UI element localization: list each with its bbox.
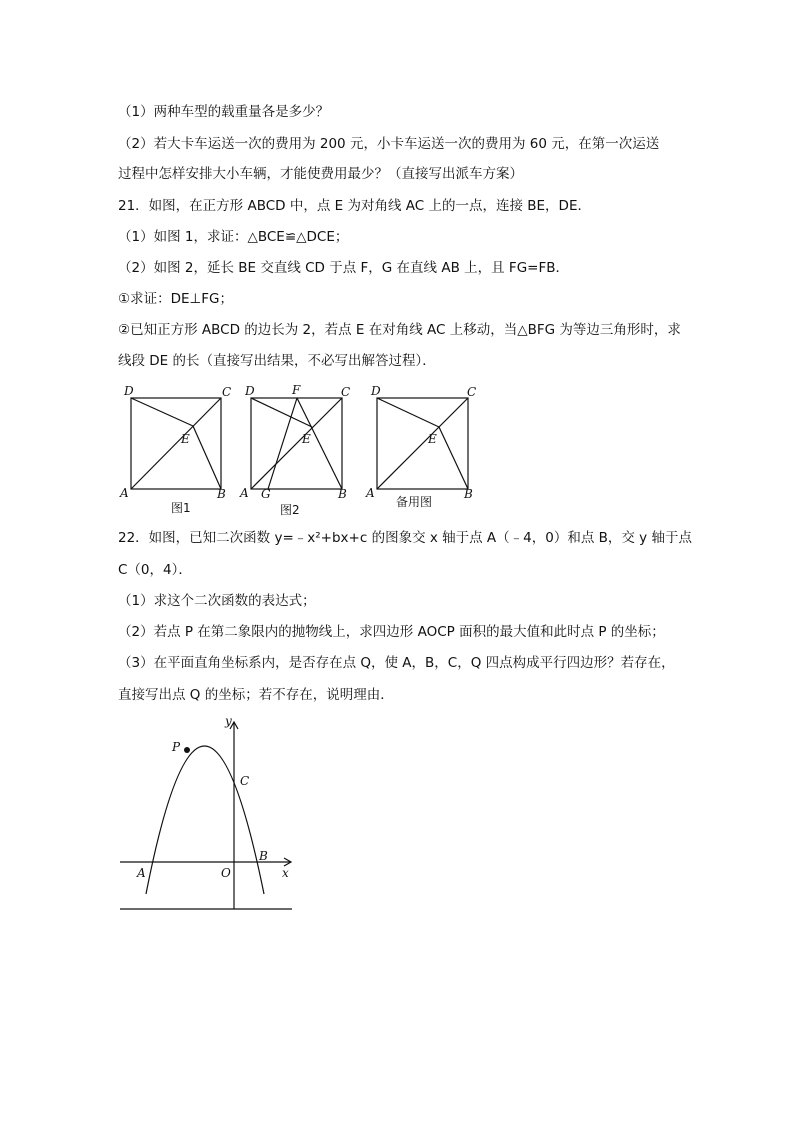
label-o: O: [221, 866, 231, 880]
fig2-label-f: F: [292, 383, 301, 397]
fig3-label-d: D: [371, 384, 381, 398]
q20-part2-line1: （2）若大卡车运送一次的费用为 200 元，小卡车运送一次的费用为 60 元，在第一次运送: [118, 136, 660, 152]
q21-figures: [110, 378, 490, 518]
q21-stem: 21．如图，在正方形 ABCD 中，点 E 为对角线 AC 上的一点，连接 BE，DE．: [118, 198, 591, 214]
fig2-caption: 图2: [280, 503, 300, 517]
label-c: C: [240, 774, 250, 788]
fig3-label-a: A: [366, 486, 375, 500]
fig2-label-a: A: [240, 486, 249, 500]
q22-part3-line2: 直接写出点 Q 的坐标；若不存在，说明理由．: [118, 687, 394, 703]
fig2-segment-fg: [268, 398, 297, 489]
q21-sub2-line2: 线段 DE 的长（直接写出结果，不必写出解答过程）．: [118, 353, 436, 369]
q22-graph: [110, 712, 310, 917]
q21-part1: （1）如图 1，求证：△BCE≌△DCE；: [118, 229, 349, 245]
q20-part1: （1）两种车型的载重量各是多少？: [118, 104, 330, 120]
fig3-segment-de: [377, 398, 439, 427]
fig1-label-d: D: [124, 384, 134, 398]
fig2-diagonal-ac: [251, 398, 342, 489]
fig1-diagonal-ac: [131, 398, 221, 489]
q22-part2: （2）若点 P 在第二象限内的抛物线上，求四边形 AOCP 面积的最大值和此时点 P 的坐标；: [118, 624, 665, 640]
point-p-marker: [184, 747, 190, 753]
label-a: A: [137, 866, 146, 880]
fig2-label-c: C: [341, 385, 351, 399]
q22-stem-line2: C（0，4）．: [118, 562, 192, 578]
q22-stem-line1: 22．如图，已知二次函数 y=﹣x²+bx+c 的图象交 x 轴于点 A（﹣4，0）和点 B，交 y 轴于点: [118, 530, 692, 546]
fig2-label-e: E: [302, 432, 311, 446]
fig1-label-b: B: [217, 487, 226, 501]
fig1-segment-be: [193, 426, 221, 489]
label-b: B: [259, 849, 268, 863]
q22-part1: （1）求这个二次函数的表达式；: [118, 593, 316, 609]
parabola: [146, 746, 264, 894]
q21-sub2-line1: ②已知正方形 ABCD 的边长为 2，若点 E 在对角线 AC 上移动，当△BFG 为等边三角形时，求: [118, 322, 681, 338]
q20-part2-line2: 过程中怎样安排大小车辆，才能使费用最少？（直接写出派车方案）: [118, 166, 523, 182]
fig3-segment-be: [439, 427, 468, 489]
fig3-label-c: C: [467, 385, 477, 399]
fig1-label-c: C: [222, 385, 232, 399]
fig2-segment-de: [251, 398, 312, 427]
label-x: x: [282, 866, 289, 880]
fig2-label-d: D: [245, 384, 255, 398]
fig3-caption: 备用图: [396, 495, 433, 509]
q21-part2: （2）如图 2，延长 BE 交直线 CD 于点 F，G 在直线 AB 上，且 FG=FB．: [118, 260, 569, 276]
fig1-segment-de: [131, 398, 193, 426]
fig2-label-b: B: [338, 487, 347, 501]
fig3-diagonal-ac: [377, 398, 468, 489]
fig2-label-g: G: [261, 487, 271, 501]
fig1-label-a: A: [120, 486, 129, 500]
fig1-caption: 图1: [171, 501, 191, 515]
label-p: P: [172, 740, 181, 754]
fig3-label-e: E: [428, 432, 437, 446]
label-y: y: [225, 714, 232, 728]
q22-part3-line1: （3）在平面直角坐标系内，是否存在点 Q，使 A，B，C，Q 四点构成平行四边形？若存在，: [118, 655, 675, 671]
fig3-label-b: B: [464, 487, 473, 501]
q21-sub1: ①求证：DE⊥FG；: [118, 291, 234, 307]
fig1-label-e: E: [181, 432, 190, 446]
